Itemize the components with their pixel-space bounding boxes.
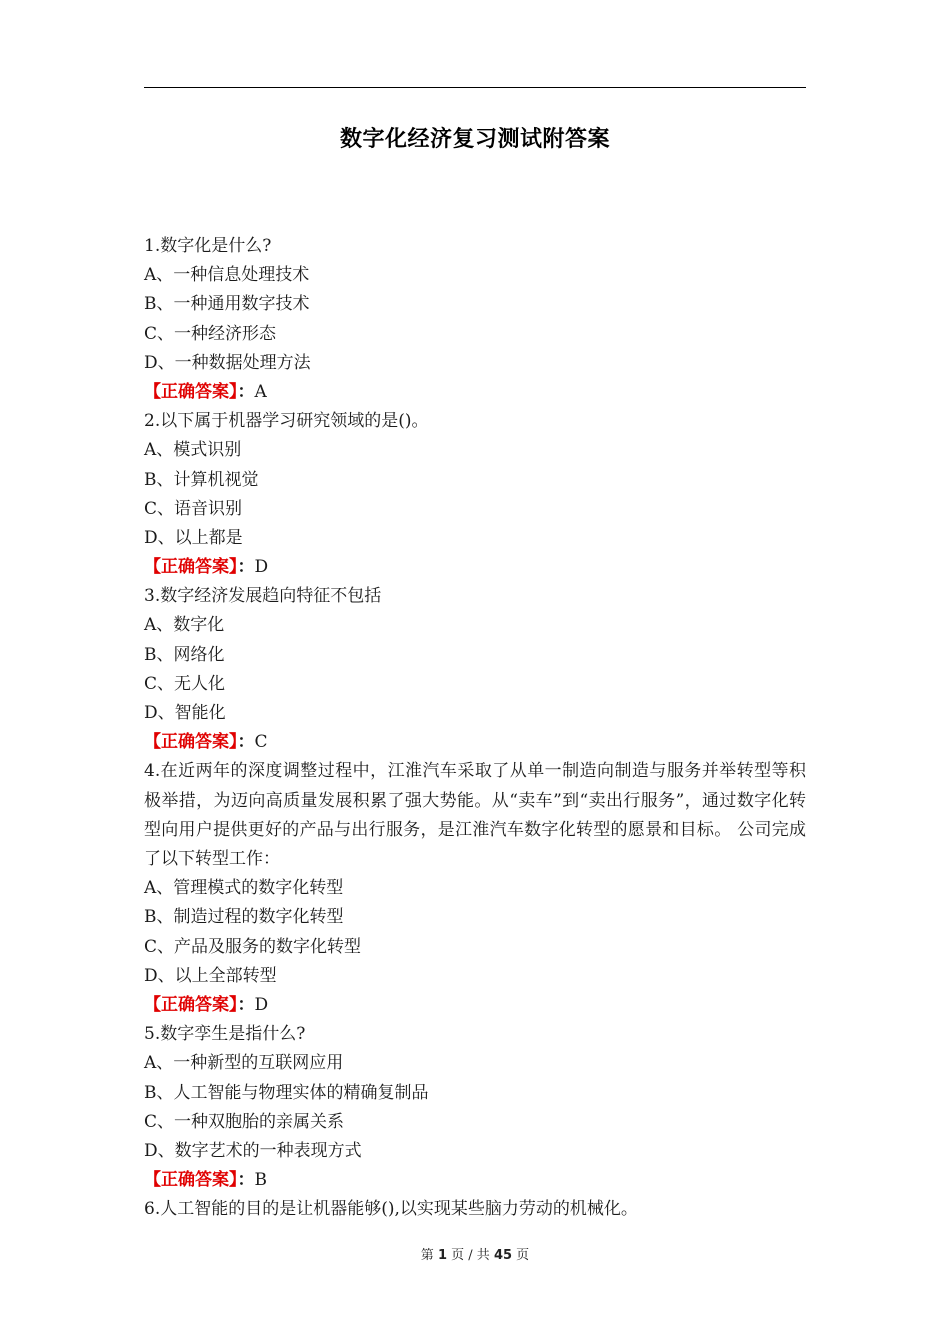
answer-value: D <box>254 994 269 1015</box>
answer-label: 【正确答案】 <box>144 732 238 753</box>
answer-value: C <box>254 732 268 753</box>
option-a: A、一种信息处理技术 <box>144 265 310 286</box>
document-title: 数字化经济复习测试附答案 <box>339 127 610 152</box>
option-b: B、网络化 <box>144 644 225 665</box>
question-list <box>144 232 806 1224</box>
answer-colon: ： <box>237 732 255 753</box>
option-d: D、以上全部转型 <box>144 965 277 986</box>
option-c: C、产品及服务的数字化转型 <box>144 936 362 957</box>
footer-suffix: 页 <box>516 1248 530 1263</box>
correct-answer <box>144 378 806 407</box>
question-stem: 5.数字孪生是指什么? <box>144 1024 306 1045</box>
option-b: B、制造过程的数字化转型 <box>144 907 344 928</box>
answer-value: B <box>254 1170 267 1191</box>
footer-prefix: 第 <box>420 1248 434 1263</box>
answer-value: A <box>254 381 267 402</box>
page-footer <box>0 1244 950 1263</box>
question-stem: 3.数字经济发展趋向特征不包括 <box>144 586 382 607</box>
answer-colon: ： <box>237 557 255 578</box>
option-b: B、计算机视觉 <box>144 469 259 490</box>
answer-colon: ： <box>237 994 255 1015</box>
option-c: C、一种双胞胎的亲属关系 <box>144 1111 345 1132</box>
answer-label: 【正确答案】 <box>144 381 238 402</box>
correct-answer <box>144 1166 806 1195</box>
option-d: D、以上都是 <box>144 527 243 548</box>
option-b: B、人工智能与物理实体的精确复制品 <box>144 1082 429 1103</box>
option-d: D、智能化 <box>144 703 226 723</box>
answer-colon: ： <box>237 381 255 402</box>
correct-answer <box>144 728 806 757</box>
option-a: A、管理模式的数字化转型 <box>144 878 344 899</box>
option-b: B、一种通用数字技术 <box>144 294 310 315</box>
option-d: D、数字艺术的一种表现方式 <box>144 1140 362 1161</box>
footer-total-pages: 45 <box>493 1248 513 1263</box>
correct-answer <box>144 991 806 1020</box>
footer-middle: 页 / 共 <box>451 1248 490 1263</box>
option-a: A、一种新型的互联网应用 <box>144 1053 344 1074</box>
question-stem: 1.数字化是什么? <box>144 236 272 256</box>
option-a: A、模式识别 <box>144 440 242 461</box>
answer-label: 【正确答案】 <box>144 557 238 578</box>
correct-answer <box>144 553 806 582</box>
option-c: C、一种经济形态 <box>144 323 277 344</box>
option-d: D、一种数据处理方法 <box>144 352 311 373</box>
answer-colon: ： <box>237 1170 255 1191</box>
header-rule <box>144 87 806 88</box>
footer-current-page: 1 <box>437 1248 447 1263</box>
option-a: A、数字化 <box>144 615 225 636</box>
question-stem: 2.以下属于机器学习研究领域的是()。 <box>144 411 429 432</box>
question-stem: 6.人工智能的目的是让机器能够(),以实现某些脑力劳动的机械化。 <box>144 1199 638 1220</box>
answer-value: D <box>254 557 269 578</box>
option-c: C、语音识别 <box>144 498 243 519</box>
answer-label: 【正确答案】 <box>144 1170 238 1191</box>
option-c: C、无人化 <box>144 673 226 694</box>
question-stem: 4.在近两年的深度调整过程中，江淮汽车采取了从单一制造向制造与服务并举转型等积极举措，为迈向高质量发展积累了强大势能。从“卖车”到“卖出行服务”，通过数字化转型向用户提供更好的产品与出行服务，是江淮汽车数字化转型的愿景和目标。 公司完成了以下转型工作： <box>144 761 806 869</box>
answer-label: 【正确答案】 <box>144 994 238 1015</box>
